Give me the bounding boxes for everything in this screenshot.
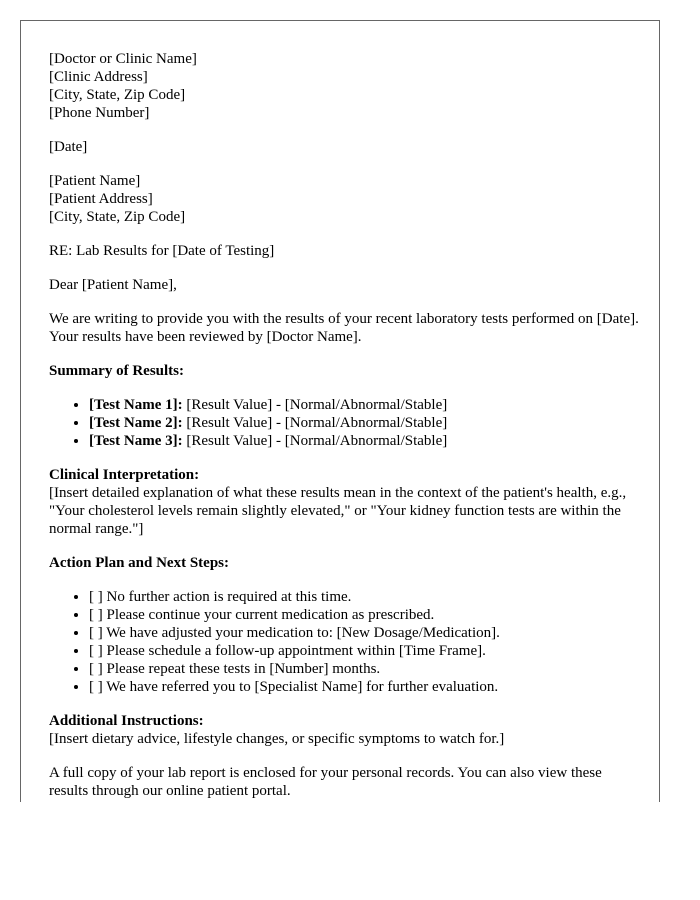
letter-date: [Date]	[49, 139, 88, 155]
test-result-value: [Result Value] - [Normal/Abnormal/Stable]	[182, 415, 448, 431]
re-line: RE: Lab Results for [Date of Testing]	[49, 243, 275, 259]
closing-paragraph: A full copy of your lab report is enclosed for your personal records. You can also view these results through our online patient portal.	[49, 765, 602, 799]
interpretation-text: [Insert detailed explanation of what these results mean in the context of the patient's health, e.g., "Your cholesterol levels remain slightly elevated," or "Your kidney function tests are within the normal range."]	[49, 485, 627, 537]
list-item: • [ ] Please repeat these tests in [Number] months.	[89, 660, 639, 678]
list-item	[89, 432, 639, 450]
additional-text: [Insert dietary advice, lifestyle changes, or specific symptoms to watch for.]	[49, 731, 505, 747]
list-item: • [ ] We have referred you to [Specialist Name] for further evaluation.	[89, 678, 639, 696]
test-name-label: [Test Name 2]:	[89, 415, 183, 431]
patient-name: [Patient Name]	[49, 173, 141, 189]
list-item	[89, 414, 639, 432]
action-plan-heading: Action Plan and Next Steps:	[49, 555, 230, 571]
clinic-header	[49, 50, 639, 122]
list-item: • [ ] Please schedule a follow-up appointment within [Time Frame].	[89, 642, 639, 660]
test-name-label: [Test Name 3]:	[89, 433, 183, 449]
action-plan-list	[49, 588, 639, 696]
interpretation-heading: Clinical Interpretation:	[49, 467, 200, 483]
summary-heading: Summary of Results:	[49, 363, 184, 379]
test-name-label: [Test Name 1]:	[89, 397, 183, 413]
list-item: • [ ] No further action is required at this time.	[89, 588, 639, 606]
additional-heading: Additional Instructions:	[49, 713, 204, 729]
clinic-address: [Clinic Address]	[49, 69, 148, 85]
list-item	[89, 396, 639, 414]
letter-content	[49, 50, 639, 800]
test-result-value: [Result Value] - [Normal/Abnormal/Stable]	[182, 397, 448, 413]
additional-section	[49, 712, 639, 748]
recipient-block	[49, 172, 639, 226]
patient-city-state-zip: [City, State, Zip Code]	[49, 209, 186, 225]
clinic-city-state-zip: [City, State, Zip Code]	[49, 87, 186, 103]
salutation: Dear [Patient Name],	[49, 277, 177, 293]
clinic-phone: [Phone Number]	[49, 105, 150, 121]
list-item: • [ ] We have adjusted your medication to: [New Dosage/Medication].	[89, 624, 639, 642]
clinic-name: [Doctor or Clinic Name]	[49, 51, 197, 67]
patient-address: [Patient Address]	[49, 191, 153, 207]
interpretation-section	[49, 466, 639, 538]
summary-list	[49, 396, 639, 450]
test-result-value: [Result Value] - [Normal/Abnormal/Stable]	[182, 433, 448, 449]
letter-page	[20, 20, 660, 802]
intro-paragraph: We are writing to provide you with the results of your recent laboratory tests performed on [Date]. Your results have been reviewed by [Doctor Name].	[49, 311, 639, 345]
list-item: • [ ] Please continue your current medication as prescribed.	[89, 606, 639, 624]
